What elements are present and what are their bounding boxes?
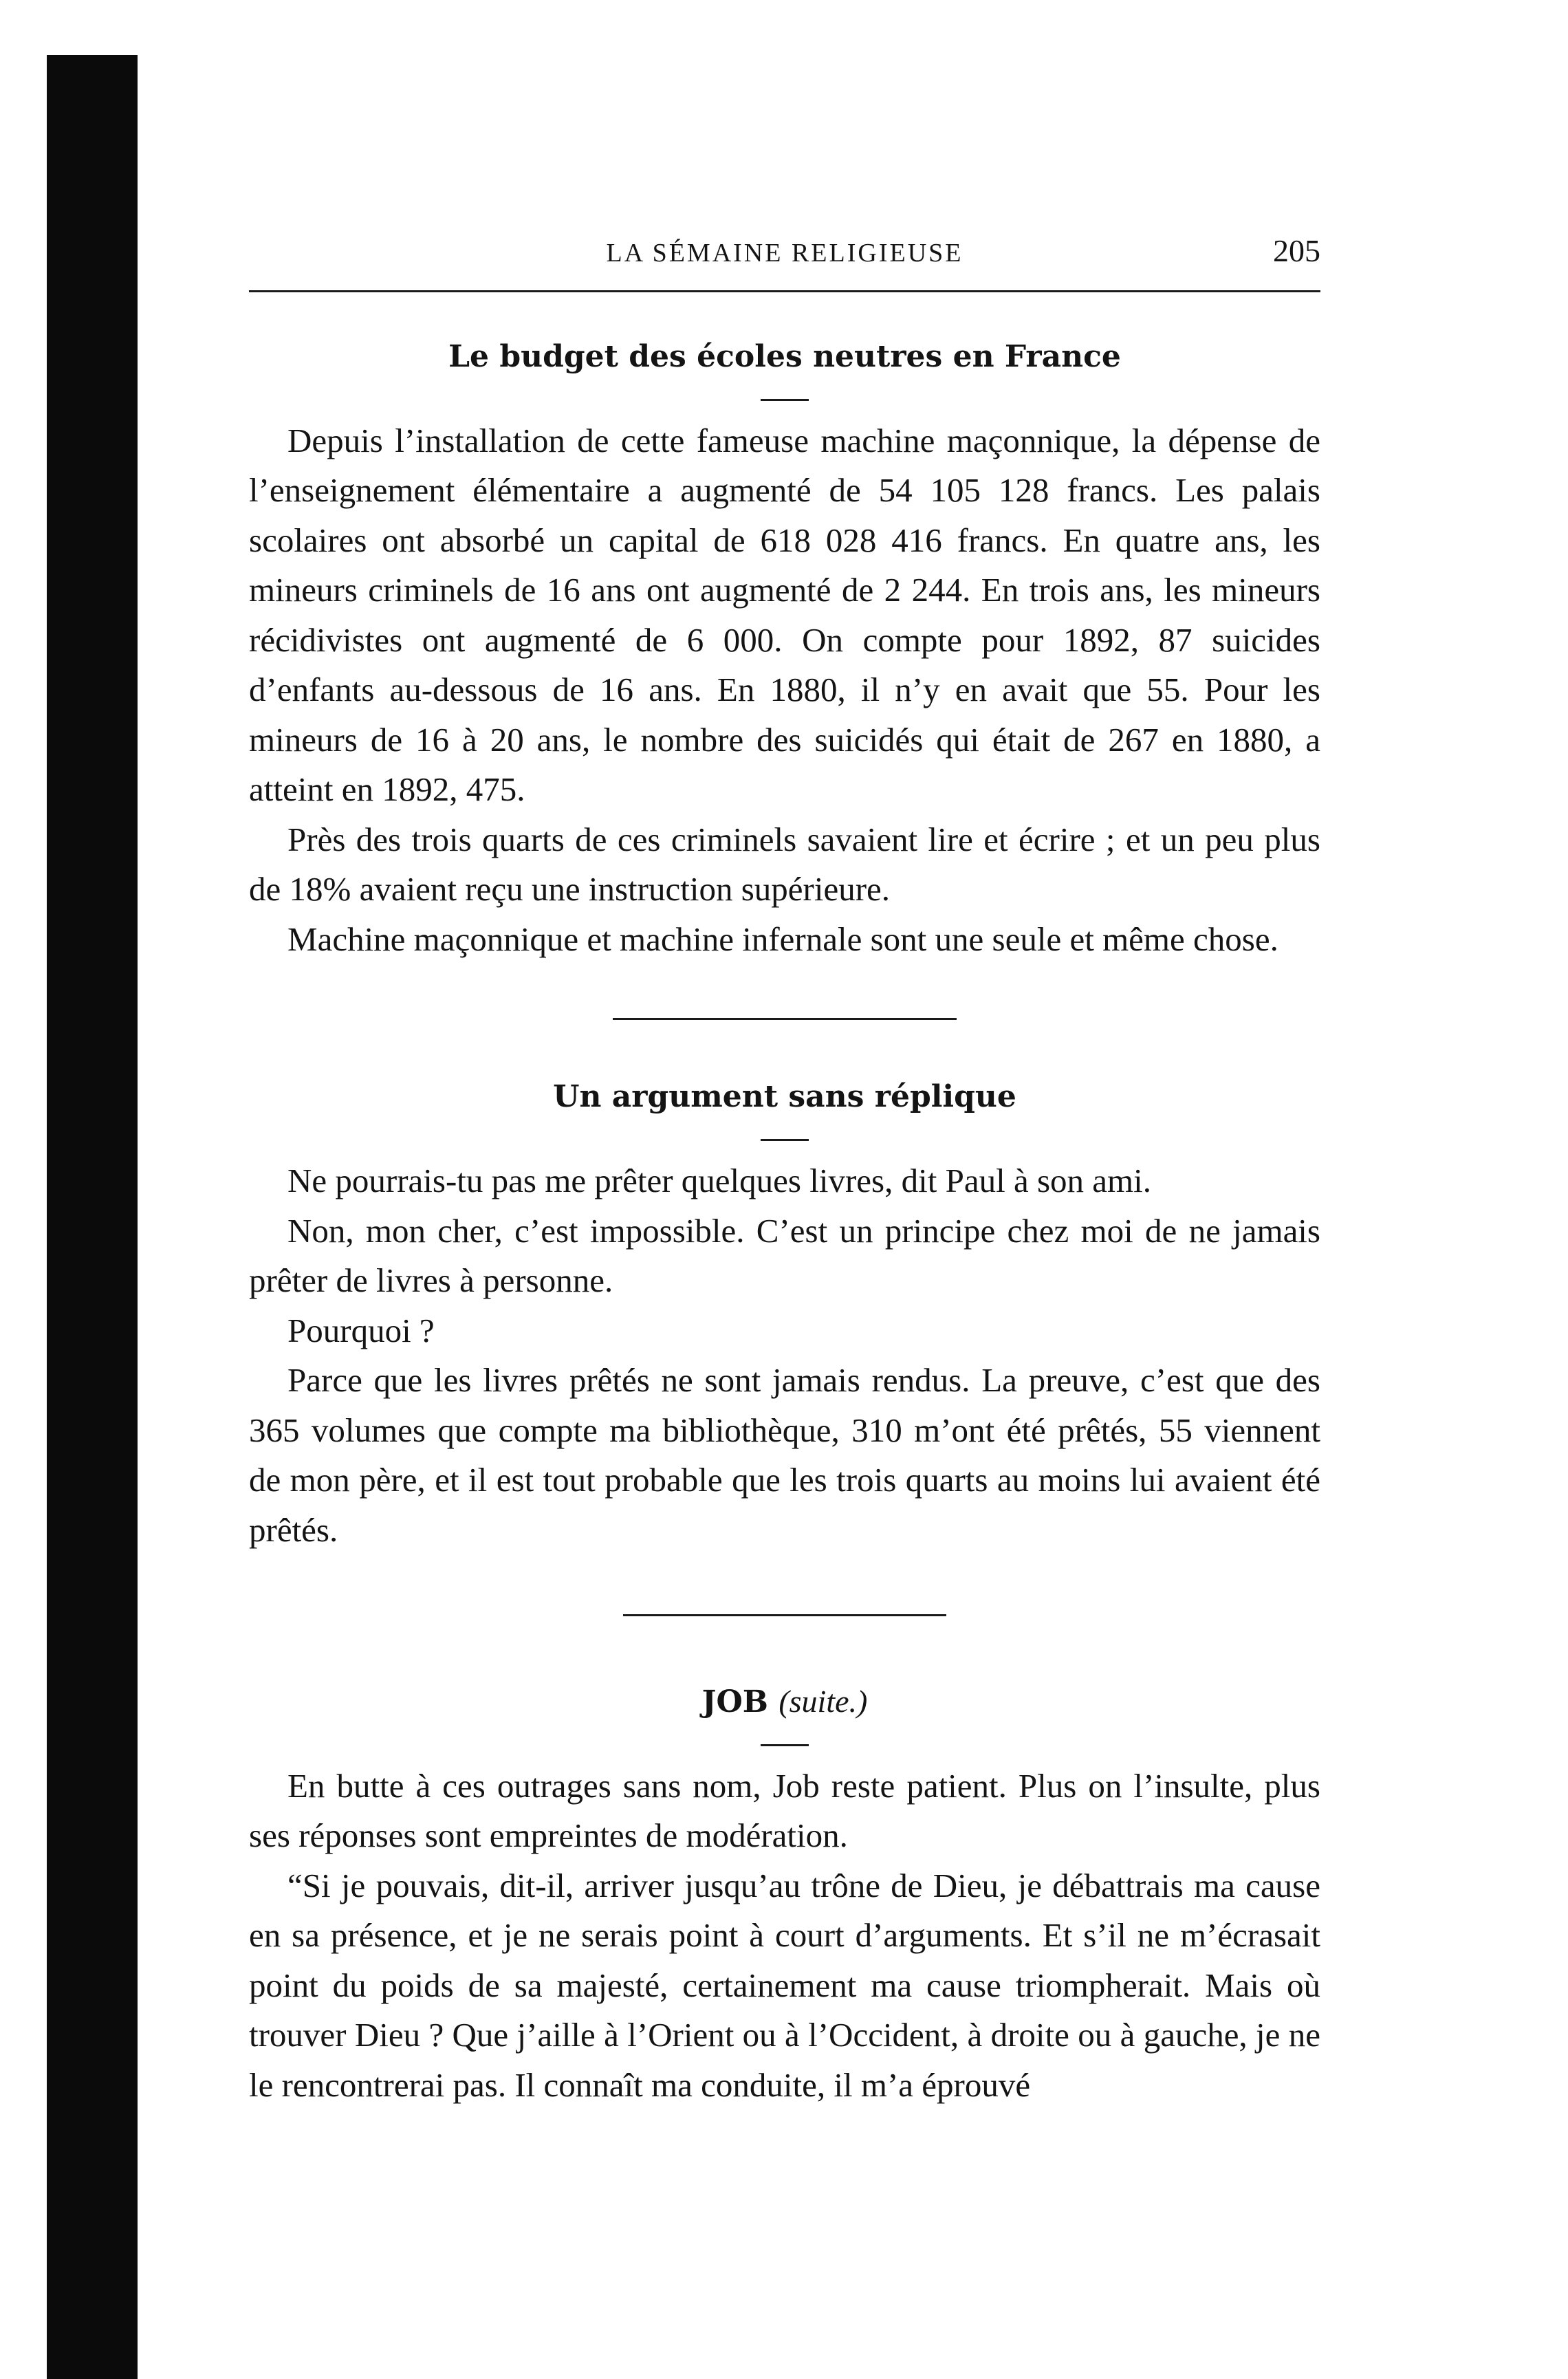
paragraph: En butte à ces outrages sans nom, Job reste patient. Plus on l’insulte, plus ses réponses sont empreintes de modération. <box>249 1766 1320 1855</box>
header-rule <box>249 290 1320 292</box>
article-title <box>249 1682 1320 1721</box>
title-dash <box>761 399 809 401</box>
article-budget-ecoles <box>249 339 1320 964</box>
paragraph: Pourquoi ? <box>287 1311 435 1349</box>
paragraph: Non, mon cher, c’est impossible. C’est un principe chez moi de ne jamais prêter de livres à personne. <box>249 1211 1320 1300</box>
article-title-main: JOB <box>701 1684 768 1720</box>
article-title-suffix: (suite.) <box>778 1684 868 1719</box>
paragraph: Depuis l’installation de cette fameuse machine maçonnique, la dépense de l’enseignement élémentaire a augmenté de 54 105 128 francs. Les palais scolaires ont absorbé un capital de 618 028 416 francs. En quatre ans, les mineurs criminels de 16 ans ont augmenté de 2 244. En trois ans, les mineurs récidivistes ont augmenté de 6 000. On compte pour 1892, 87 suicides d’enfants au-dessous de 16 ans. En 1880, il n’y en avait que 55. Pour les mineurs de 16 à 20 ans, le nombre des suicidés qui était de 267 en 1880, a atteint en 1892, 475. <box>249 421 1320 809</box>
article-title: Le budget des écoles neutres en France <box>448 339 1121 374</box>
page-column <box>249 221 1320 2110</box>
paragraph: Machine maçonnique et machine infernale sont une seule et même chose. <box>287 920 1278 958</box>
article-separator <box>623 1614 946 1616</box>
paragraph: “Si je pouvais, dit-il, arriver jusqu’au trône de Dieu, je débattrais ma cause en sa présence, et je ne serais point à court d’arguments. Et s’il ne m’écrasait point du poids de sa majesté, certainement ma cause triompherait. Mais où trouver Dieu ? Que j’aille à l’Orient ou à l’Occident, à droite ou à gauche, je ne le rencontrerai pas. Il connaît ma conduite, il m’a éprouvé <box>249 1866 1320 2104</box>
paragraph: Près des trois quarts de ces criminels savaient lire et écrire ; et un peu plus de 18% avaient reçu une instruction supérieure. <box>249 820 1320 909</box>
page-number: 205 <box>1273 233 1320 268</box>
article-title: Un argument sans réplique <box>553 1079 1016 1115</box>
article-job <box>249 1682 1320 2110</box>
binding-edge <box>47 55 138 2379</box>
running-head <box>249 221 1320 283</box>
article-separator <box>613 1018 957 1020</box>
paragraph: Ne pourrais-tu pas me prêter quelques livres, dit Paul à son ami. <box>287 1162 1151 1200</box>
title-dash <box>761 1139 809 1141</box>
article-argument-sans-replique <box>249 1079 1320 1555</box>
title-dash <box>761 1744 809 1746</box>
running-title: LA SÉMAINE RELIGIEUSE <box>606 239 963 268</box>
paragraph: Parce que les livres prêtés ne sont jamais rendus. La preuve, c’est que des 365 volumes que compte ma bibliothèque, 310 m’ont été prêtés, 55 viennent de mon père, et il est tout probable que les trois quarts au moins lui avaient été prêtés. <box>249 1361 1320 1549</box>
